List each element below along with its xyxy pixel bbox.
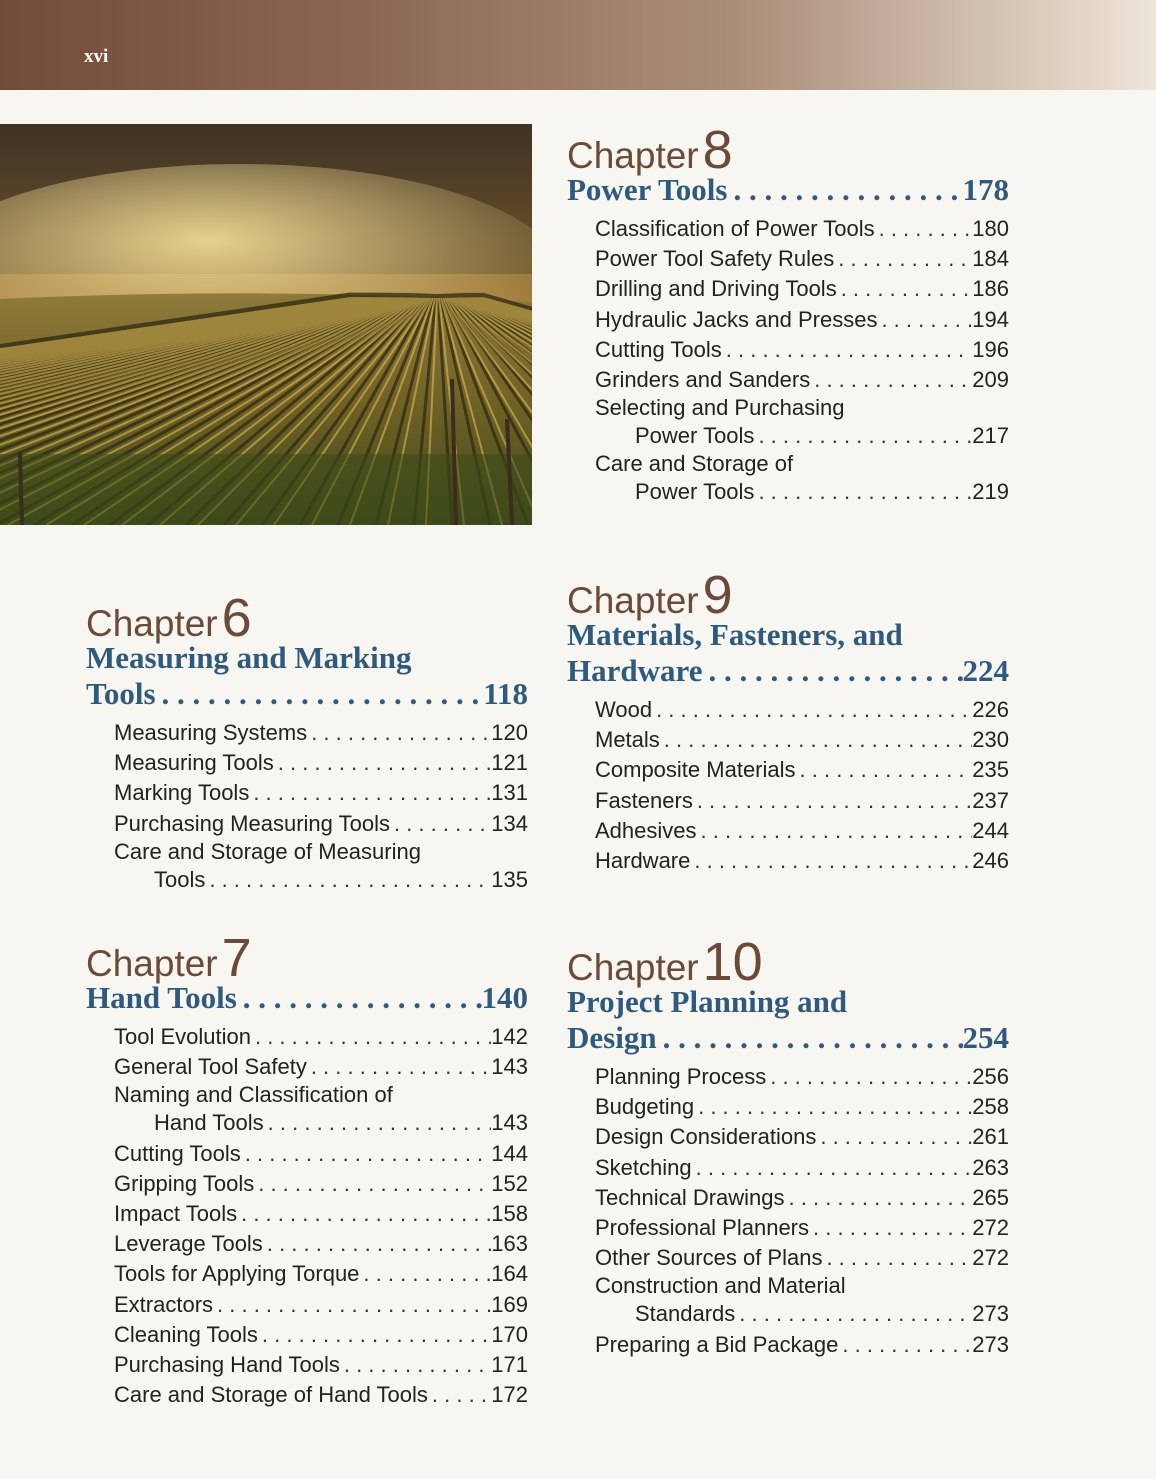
toc-entry[interactable]	[114, 778, 528, 808]
chapter-title-text: Hand Tools	[86, 980, 237, 1015]
toc-entry[interactable]	[595, 786, 1009, 816]
chapter-page-number: 118	[483, 676, 528, 711]
chapter-title-text: Power Tools	[567, 172, 728, 207]
toc-entry-page: 131	[491, 780, 528, 806]
toc-entry-text: Preparing a Bid Package	[595, 1331, 839, 1357]
toc-entry-page: 152	[491, 1170, 528, 1196]
dot-leader	[722, 335, 973, 365]
toc-entry[interactable]	[595, 1092, 1009, 1122]
toc-entry-text: Drilling and Driving Tools	[595, 276, 837, 302]
toc-entry[interactable]	[595, 244, 1009, 274]
toc-entry-row	[114, 1380, 528, 1410]
dot-leader	[237, 980, 482, 1016]
chapter-title[interactable]	[567, 984, 1009, 1056]
toc-entry-row	[114, 1350, 528, 1380]
chapter-title[interactable]	[86, 640, 528, 712]
toc-entry-text: Hardware	[595, 848, 691, 874]
chapter-title-last-line	[567, 653, 1009, 689]
toc-entry-page: 246	[972, 848, 1009, 874]
dot-leader	[274, 748, 491, 778]
chapter-title-text: Hardware	[567, 653, 703, 688]
toc-entry-page: 135	[491, 866, 528, 892]
header-band	[0, 0, 1156, 90]
toc-entry-row	[595, 244, 1009, 274]
dot-leader	[702, 653, 962, 689]
toc-entry-row	[595, 1299, 1009, 1329]
chapter-number: 7	[221, 928, 252, 988]
dot-leader	[834, 244, 972, 274]
chapter-title-last-line	[86, 980, 528, 1016]
dot-leader	[785, 1183, 973, 1213]
toc-entry[interactable]	[114, 1380, 528, 1410]
toc-entry-text: Adhesives	[595, 817, 697, 843]
toc-entry[interactable]	[595, 725, 1009, 755]
chapter-title[interactable]	[86, 980, 528, 1016]
toc-entry[interactable]	[595, 395, 1009, 451]
toc-entry-first-line: Selecting and Purchasing	[595, 395, 845, 421]
toc-entry-page: 169	[491, 1291, 528, 1317]
chapter-word: Chapter	[86, 603, 218, 644]
chapter-title-text: Design	[567, 1020, 657, 1055]
dot-leader	[241, 1139, 492, 1169]
chapter-9	[567, 565, 1009, 876]
toc-entry-page: 186	[972, 276, 1009, 302]
dot-leader	[735, 1299, 972, 1329]
toc-entry-text: Cutting Tools	[114, 1140, 241, 1166]
chapter-title-line: Measuring and Marking	[86, 640, 412, 675]
toc-entry-page: 237	[972, 787, 1009, 813]
chapter-page-number: 140	[481, 980, 528, 1015]
dot-leader	[875, 214, 973, 244]
toc-entry-row	[114, 1052, 528, 1082]
chapter-title-last-line	[567, 172, 1009, 208]
toc-entry-first-line: Care and Storage of Measuring	[114, 838, 421, 864]
toc-entry-row	[595, 421, 1009, 451]
toc-entry-row	[595, 1243, 1009, 1273]
toc-entry[interactable]	[595, 1330, 1009, 1360]
toc-entries	[86, 718, 528, 895]
toc-entry[interactable]	[114, 809, 528, 839]
dot-leader	[263, 1229, 491, 1259]
toc-entry-row	[595, 1183, 1009, 1213]
dot-leader	[258, 1320, 491, 1350]
toc-entry[interactable]	[114, 1320, 528, 1350]
toc-entry[interactable]	[595, 305, 1009, 335]
toc-entry-row	[114, 809, 528, 839]
dot-leader	[754, 421, 972, 451]
toc-entry[interactable]	[595, 1183, 1009, 1213]
chapter-title-last-line	[567, 1020, 1009, 1056]
toc-entry-row	[114, 1320, 528, 1350]
toc-entry-row	[114, 718, 528, 748]
toc-entry-page: 163	[491, 1231, 528, 1257]
toc-entries	[567, 695, 1009, 876]
chapter-word: Chapter	[567, 947, 699, 988]
toc-entries	[567, 1062, 1009, 1360]
dot-leader	[796, 755, 973, 785]
dot-leader	[697, 816, 973, 846]
toc-entry-row	[114, 1022, 528, 1052]
toc-entry-page: 171	[491, 1352, 528, 1378]
chapter-word: Chapter	[567, 580, 699, 621]
toc-entry-row	[595, 1062, 1009, 1092]
toc-entry-row	[595, 335, 1009, 365]
toc-entry-row	[595, 214, 1009, 244]
chapter-6	[86, 588, 528, 895]
toc-entry-row	[595, 1213, 1009, 1243]
toc-entry[interactable]	[595, 451, 1009, 507]
chapter-10	[567, 932, 1009, 1360]
toc-entry-row	[114, 1108, 528, 1138]
toc-entry-text: Grinders and Sanders	[595, 367, 811, 393]
toc-entry-text: Purchasing Measuring Tools	[114, 810, 390, 836]
dot-leader	[660, 725, 972, 755]
toc-entry[interactable]	[114, 1290, 528, 1320]
toc-entry[interactable]	[595, 1213, 1009, 1243]
toc-entry-row	[595, 365, 1009, 395]
dot-leader	[340, 1350, 491, 1380]
toc-entry[interactable]	[595, 1062, 1009, 1092]
toc-entry[interactable]	[595, 1273, 1009, 1329]
toc-entry-text: Wood	[595, 697, 653, 722]
toc-entry[interactable]	[114, 1199, 528, 1229]
toc-entry-page: 235	[972, 757, 1009, 783]
toc-entry-page: 226	[972, 697, 1009, 722]
toc-entry-page: 143	[491, 1110, 528, 1136]
toc-entries	[567, 214, 1009, 508]
toc-entry-row	[595, 274, 1009, 304]
dot-leader	[822, 1243, 972, 1273]
toc-entry-text: Hand Tools	[154, 1110, 264, 1136]
dot-leader	[657, 1020, 963, 1056]
dot-leader	[766, 1062, 972, 1092]
toc-entry-row	[595, 725, 1009, 755]
chapter-page-number: 178	[962, 172, 1009, 207]
chapter-page-number: 224	[962, 653, 1009, 688]
toc-entry-row	[114, 1259, 528, 1289]
toc-entry[interactable]	[595, 816, 1009, 846]
toc-entry[interactable]	[595, 274, 1009, 304]
toc-entry-row	[595, 1153, 1009, 1183]
toc-entry-row	[114, 1169, 528, 1199]
toc-entry-page: 142	[491, 1024, 528, 1049]
toc-entry-page: 263	[972, 1154, 1009, 1180]
chapter-word: Chapter	[567, 135, 699, 176]
toc-entry[interactable]	[595, 755, 1009, 785]
chapter-title-line: Project Planning and	[567, 984, 848, 1019]
toc-entry-row	[595, 786, 1009, 816]
toc-entry-page: 144	[491, 1140, 528, 1166]
chapter-page-number: 254	[962, 1020, 1009, 1055]
page-number: xvi	[84, 46, 109, 67]
toc-entry[interactable]	[114, 1052, 528, 1082]
toc-entry-text: Power Tool Safety Rules	[595, 246, 835, 272]
toc-entry[interactable]	[114, 1022, 528, 1052]
toc-entry-page: 134	[491, 810, 528, 836]
toc-entry-text: Marking Tools	[114, 780, 250, 806]
toc-entry[interactable]	[114, 748, 528, 778]
toc-entry-text: Other Sources of Plans	[595, 1245, 823, 1271]
dot-leader	[838, 1330, 972, 1360]
toc-entry[interactable]	[114, 1350, 528, 1380]
chapter-number: 9	[702, 565, 733, 625]
toc-entry-text: Power Tools	[635, 479, 755, 505]
toc-entry-page: 230	[972, 727, 1009, 753]
toc-entry-text: Tools	[154, 866, 206, 892]
dot-leader	[249, 778, 491, 808]
dot-leader	[307, 1052, 491, 1082]
toc-entry-page: 273	[972, 1301, 1009, 1327]
chapter-number: 10	[702, 932, 763, 992]
toc-entry-row	[595, 816, 1009, 846]
chapter-heading	[567, 565, 1009, 625]
toc-entry-row	[114, 1139, 528, 1169]
toc-entry-row	[595, 755, 1009, 785]
dot-leader	[264, 1108, 492, 1138]
dot-leader	[810, 365, 972, 395]
dot-leader	[390, 809, 491, 839]
toc-entry[interactable]	[595, 1122, 1009, 1152]
chapter-7	[86, 928, 528, 1410]
toc-entry[interactable]	[114, 1229, 528, 1259]
dot-leader	[693, 786, 972, 816]
dot-leader	[237, 1199, 491, 1229]
chapter-title[interactable]	[567, 617, 1009, 689]
toc-entry-text: Classification of Power Tools	[595, 216, 875, 241]
toc-entry-page: 164	[491, 1261, 528, 1287]
dot-leader	[213, 1290, 491, 1320]
toc-entry-page: 261	[972, 1124, 1009, 1150]
toc-entry-text: Gripping Tools	[114, 1170, 255, 1196]
chapter-heading	[86, 588, 528, 648]
toc-entry-text: Power Tools	[635, 423, 755, 449]
dot-leader	[428, 1380, 491, 1410]
toc-entry-page: 180	[972, 216, 1009, 241]
toc-entry-row	[114, 865, 528, 895]
toc-entry[interactable]	[595, 695, 1009, 725]
toc-entry-row	[114, 748, 528, 778]
dot-leader	[816, 1122, 972, 1152]
chapter-number: 6	[221, 588, 252, 648]
toc-entry-text: Composite Materials	[595, 757, 796, 783]
chapter-8	[567, 120, 1009, 508]
toc-entry-row	[595, 695, 1009, 725]
toc-entry[interactable]	[595, 1153, 1009, 1183]
toc-entry-text: Standards	[635, 1301, 736, 1327]
dot-leader	[307, 718, 491, 748]
dot-leader	[156, 676, 484, 712]
toc-entry-text: Tool Evolution	[114, 1024, 251, 1049]
toc-entry-page: 172	[491, 1382, 528, 1408]
vineyard-sunset-image	[0, 124, 532, 525]
toc-entry-first-line: Care and Storage of	[595, 451, 794, 477]
toc-entry-row	[595, 1122, 1009, 1152]
toc-entry[interactable]	[114, 839, 528, 895]
dot-leader	[254, 1169, 491, 1199]
toc-entry-first-line: Naming and Classification of	[114, 1082, 393, 1108]
toc-entry-text: Tools for Applying Torque	[114, 1261, 360, 1287]
chapter-word: Chapter	[86, 943, 218, 984]
toc-entry-text: Leverage Tools	[114, 1231, 263, 1257]
toc-entry-text: Measuring Systems	[114, 720, 308, 745]
dot-leader	[359, 1259, 491, 1289]
toc-entry-page: 209	[972, 367, 1009, 393]
toc-entry-row	[595, 1330, 1009, 1360]
toc-entry-row	[114, 1290, 528, 1320]
dot-leader	[251, 1022, 491, 1052]
toc-entry-text: Sketching	[595, 1154, 692, 1180]
dot-leader	[877, 305, 972, 335]
toc-entry-row	[595, 477, 1009, 507]
toc-entry-text: Cutting Tools	[595, 336, 722, 362]
dot-leader	[692, 1153, 973, 1183]
toc-entry-text: Design Considerations	[595, 1124, 817, 1150]
toc-entry-page: 170	[491, 1321, 528, 1347]
toc-entry[interactable]	[595, 214, 1009, 244]
dot-leader	[690, 846, 972, 876]
dot-leader	[727, 172, 962, 208]
dot-leader	[837, 274, 973, 304]
toc-entry-page: 256	[972, 1064, 1009, 1089]
toc-entry-page: 273	[972, 1331, 1009, 1357]
toc-entry-row	[595, 1092, 1009, 1122]
toc-entry-first-line: Construction and Material	[595, 1273, 846, 1299]
toc-entry-text: Care and Storage of Hand Tools	[114, 1382, 428, 1408]
toc-entry-page: 184	[972, 246, 1009, 272]
toc-entry-page: 258	[972, 1094, 1009, 1120]
toc-entry-page: 244	[972, 817, 1009, 843]
toc-entry-text: Purchasing Hand Tools	[114, 1352, 340, 1378]
chapter-title[interactable]	[567, 172, 1009, 208]
toc-entry-row	[595, 305, 1009, 335]
dot-leader	[652, 695, 972, 725]
toc-entry-text: Impact Tools	[114, 1201, 238, 1227]
toc-entry-text: Technical Drawings	[595, 1184, 785, 1210]
toc-entry-text: Budgeting	[595, 1094, 695, 1120]
toc-entry-row	[114, 1229, 528, 1259]
toc-entries	[86, 1022, 528, 1410]
toc-entry-page: 194	[972, 306, 1009, 332]
toc-entry-page: 121	[491, 750, 528, 776]
chapter-title-last-line	[86, 676, 528, 712]
toc-entry-page: 196	[972, 336, 1009, 362]
toc-entry[interactable]	[114, 1082, 528, 1138]
dot-leader	[754, 477, 972, 507]
dot-leader	[809, 1213, 972, 1243]
chapter-title-line: Materials, Fasteners, and	[567, 617, 903, 652]
toc-entry-row	[595, 846, 1009, 876]
vineyard-photo	[0, 124, 532, 525]
toc-entry-text: Fasteners	[595, 787, 693, 813]
dot-leader	[694, 1092, 972, 1122]
toc-entry-page: 158	[491, 1201, 528, 1227]
toc-entry-page: 219	[972, 479, 1009, 505]
toc-entry-page: 265	[972, 1184, 1009, 1210]
toc-entry-text: Cleaning Tools	[114, 1321, 258, 1347]
chapter-heading	[567, 932, 1009, 992]
toc-entry-text: Measuring Tools	[114, 750, 274, 776]
toc-entry[interactable]	[595, 846, 1009, 876]
chapter-number: 8	[702, 120, 733, 180]
chapter-heading	[86, 928, 528, 988]
toc-entry-page: 217	[972, 423, 1009, 449]
toc-entry[interactable]	[114, 1139, 528, 1169]
toc-entry[interactable]	[595, 1243, 1009, 1273]
toc-entry-text: General Tool Safety	[114, 1054, 307, 1080]
toc-entry-row	[114, 1199, 528, 1229]
toc-entry-text: Planning Process	[595, 1064, 767, 1089]
toc-entry-text: Professional Planners	[595, 1215, 810, 1241]
chapter-heading	[567, 120, 1009, 180]
toc-entry[interactable]	[595, 335, 1009, 365]
toc-entry[interactable]	[595, 365, 1009, 395]
dot-leader	[205, 865, 491, 895]
toc-entry[interactable]	[114, 1169, 528, 1199]
toc-entry-text: Hydraulic Jacks and Presses	[595, 306, 878, 332]
toc-entry-text: Extractors	[114, 1291, 214, 1317]
toc-entry-page: 143	[491, 1054, 528, 1080]
toc-entry-page: 120	[491, 720, 528, 745]
toc-entry-page: 272	[972, 1215, 1009, 1241]
chapter-title-text: Tools	[86, 676, 156, 711]
toc-entry[interactable]	[114, 1259, 528, 1289]
toc-entry-row	[114, 778, 528, 808]
toc-entry-text: Metals	[595, 727, 660, 753]
toc-entry-page: 272	[972, 1245, 1009, 1271]
toc-entry[interactable]	[114, 718, 528, 748]
